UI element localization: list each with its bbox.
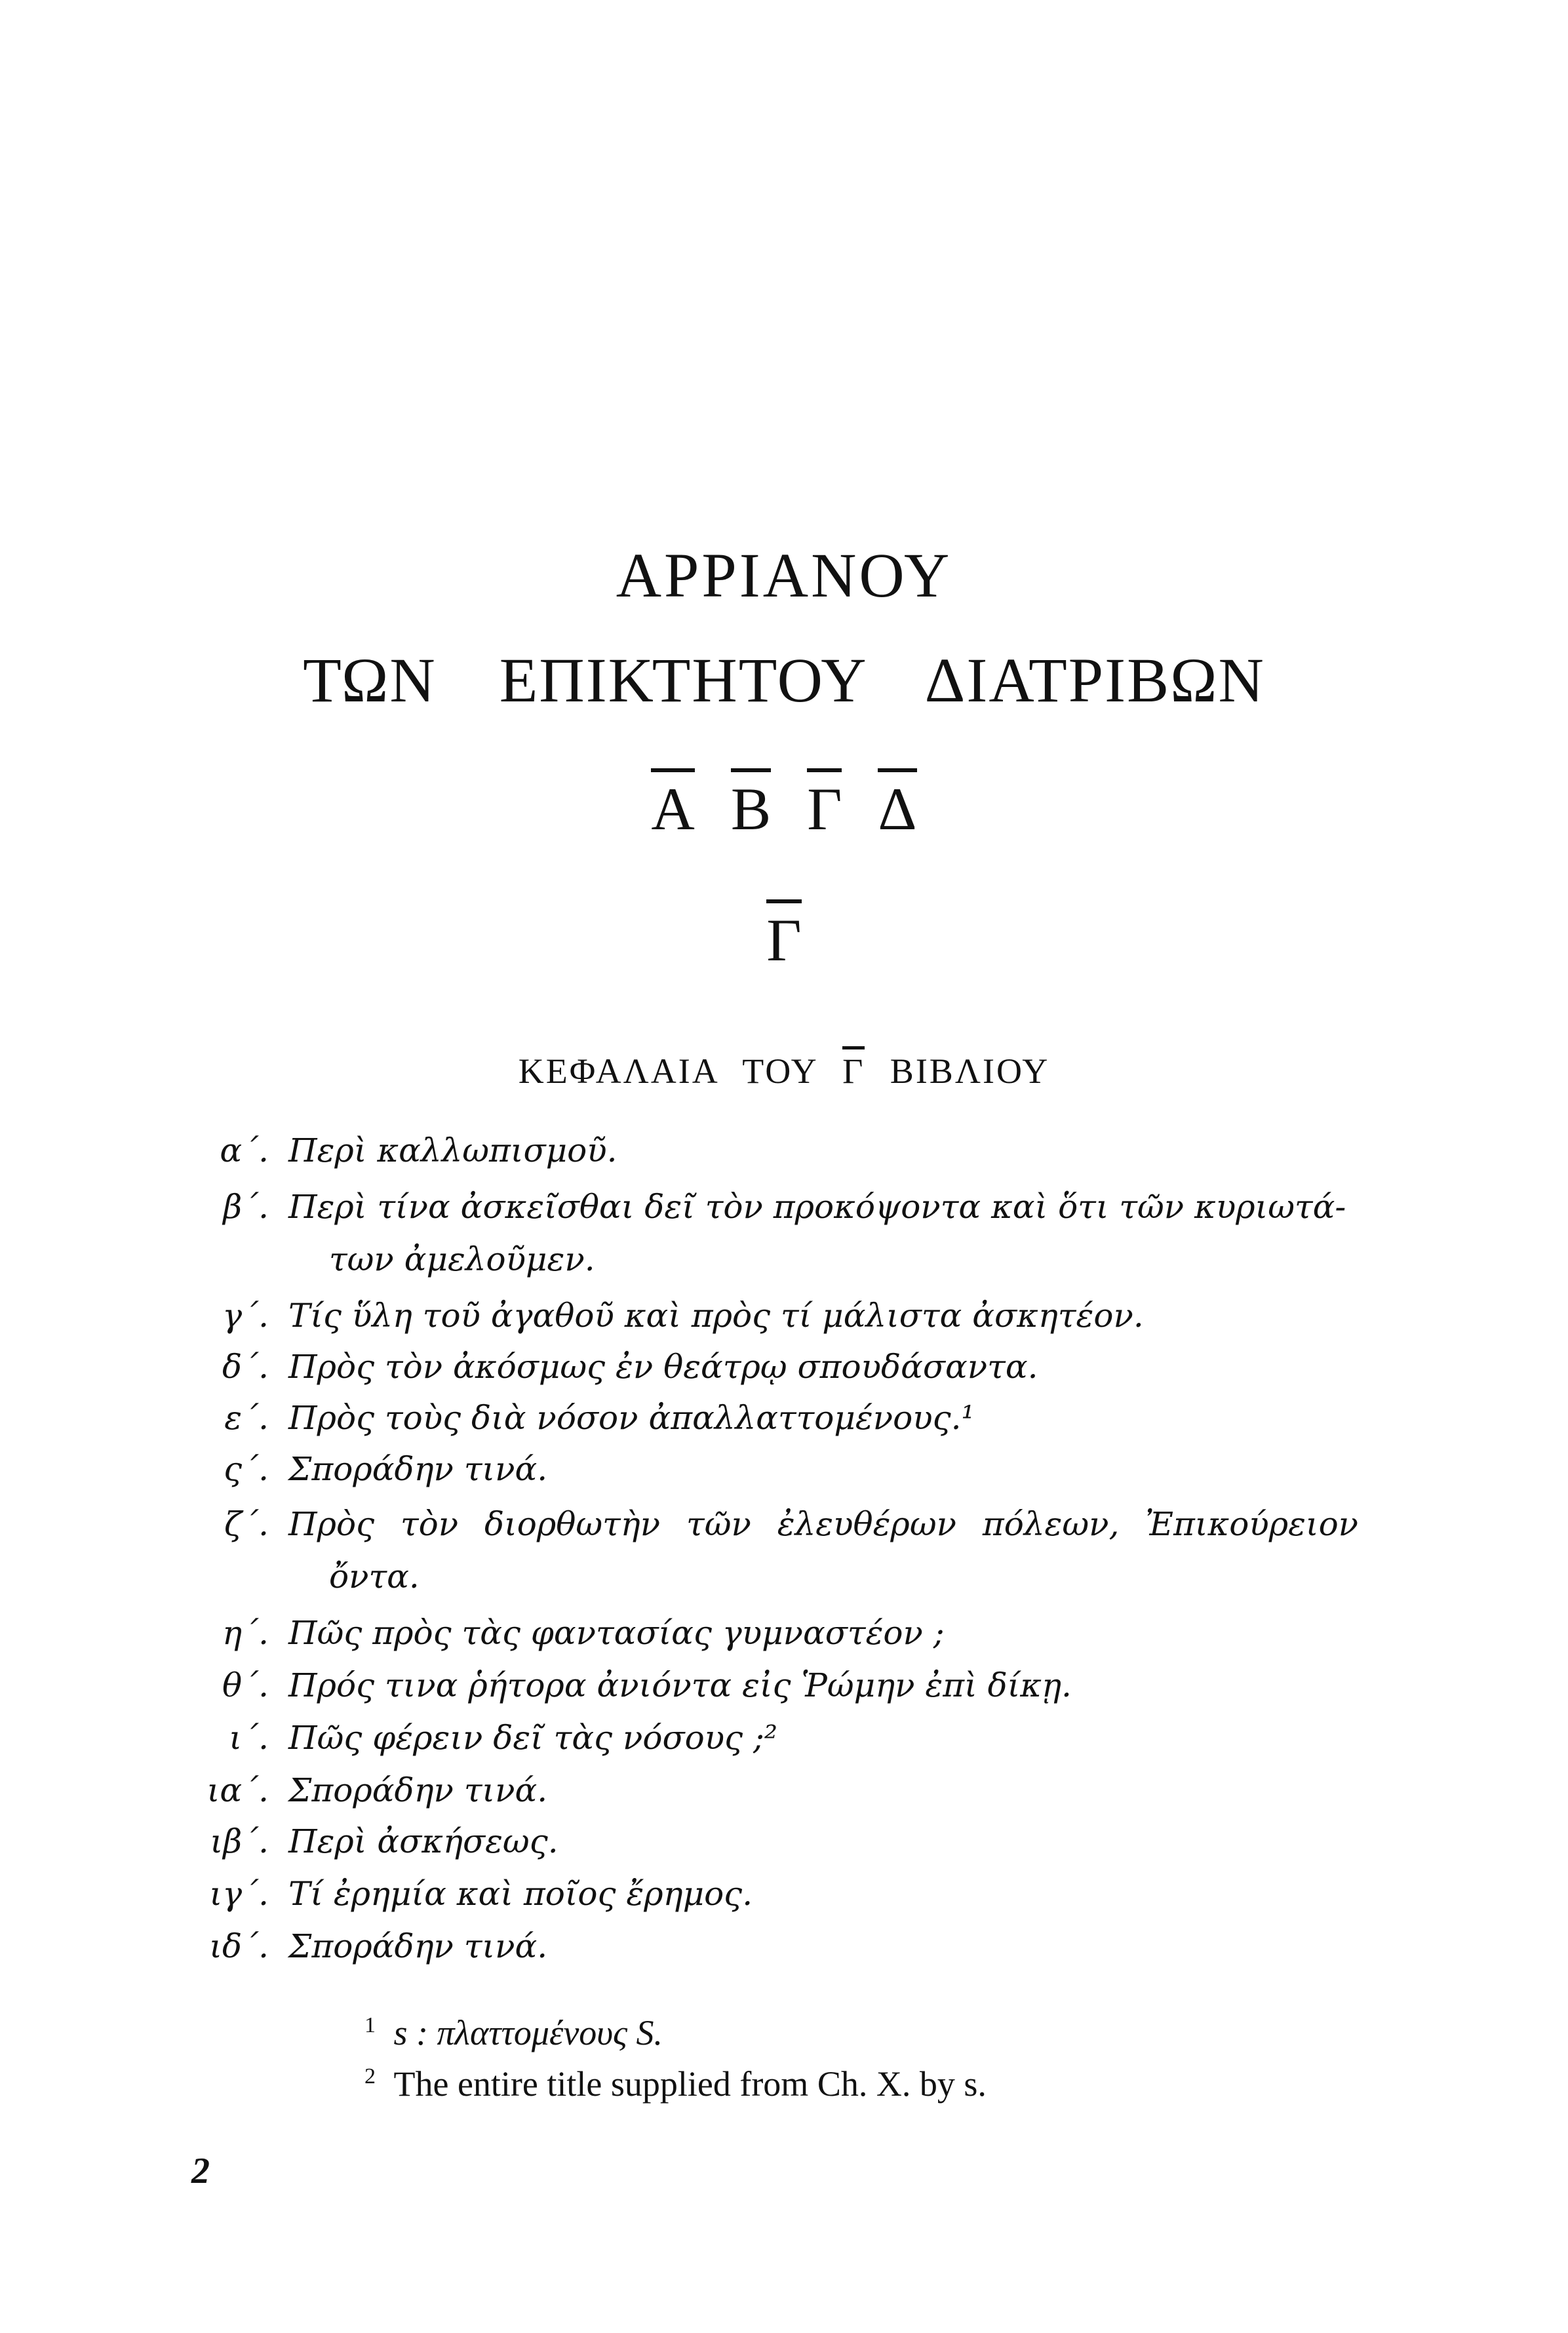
chapter-title: Περὶ καλλωπισμοῦ. — [288, 1131, 617, 1169]
chapter-title: Πῶς φέρειν δεῖ τὰς νόσους ;² — [288, 1719, 777, 1757]
chapter-number: ζ΄. — [224, 1505, 269, 1543]
chapter-number: θ΄. — [222, 1666, 269, 1704]
chapter-title: Πῶς πρὸς τὰς φαντασίας γυμναστέον ; — [288, 1614, 945, 1652]
chapter-number: ιγ΄. — [209, 1875, 269, 1913]
chapter-number: ε΄. — [224, 1399, 269, 1437]
chapter-number: ια΄. — [206, 1771, 269, 1809]
book-letter: Β — [731, 768, 771, 839]
chapter-number: δ΄. — [222, 1348, 269, 1386]
chapter-number: ς΄. — [224, 1450, 269, 1488]
chapter-title: Πρὸς τὸν ἀκόσμως ἐν θεάτρῳ σπουδάσαντα. — [288, 1348, 1038, 1386]
chapter-number: α΄. — [220, 1131, 269, 1169]
chapter-number: ιδ΄. — [209, 1927, 269, 1965]
page-number: 2 — [191, 2151, 210, 2191]
book-letter: Α — [651, 768, 694, 839]
chapter-number: ι΄. — [229, 1719, 269, 1757]
chapter-title: Περὶ τίνα ἀσκεῖσθαι δεῖ τὸν προκόψοντα καὶ ὅτι τῶν κυριωτά- — [288, 1188, 1346, 1226]
footnote-text: s : πλαττομένους S. — [393, 2013, 663, 2052]
chapter-number: ιβ΄. — [210, 1822, 269, 1860]
footnote — [364, 2064, 987, 2104]
toc-heading-book: Γ — [842, 1046, 865, 1089]
footnote-mark: 2 — [364, 2064, 376, 2088]
footnote-mark: 1 — [364, 2013, 376, 2037]
chapter-title: Σποράδην τινά. — [288, 1771, 548, 1809]
toc-heading-text: ΚΕΦΑΛΑΙΑ ΤΟΥ — [518, 1051, 817, 1091]
chapter-title: Τίς ὕλη τοῦ ἀγαθοῦ καὶ πρὸς τί μάλιστα ἀσκητέον. — [288, 1297, 1144, 1335]
chapter-title: Τί ἐρημία καὶ ποῖος ἔρημος. — [288, 1875, 753, 1913]
toc-heading-text: ΒΙΒΛΙΟΥ — [890, 1051, 1050, 1091]
chapter-title: Περὶ ἀσκήσεως. — [288, 1822, 559, 1860]
chapter-title: Πρὸς τὸν διορθωτὴν τῶν ἐλευθέρων πόλεων, Ἐπικούρειον — [288, 1505, 1359, 1543]
chapter-title-continuation: ὄντα. — [329, 1558, 420, 1596]
chapter-title: Σποράδην τινά. — [288, 1927, 548, 1965]
current-book-letter: Γ — [766, 899, 801, 970]
chapter-title-continuation: των ἀμελοῦμεν. — [329, 1240, 595, 1278]
chapter-number: η΄. — [222, 1614, 269, 1652]
chapter-number: γ΄. — [222, 1297, 269, 1335]
footnote — [364, 2012, 663, 2053]
book-letter: Γ — [807, 768, 842, 839]
book-title: ΑΡΡΙΑΝΟΥ — [616, 540, 952, 610]
footnote-text: The entire title supplied from Ch. X. by s. — [393, 2064, 987, 2104]
chapter-title: Πρός τινα ῥήτορα ἀνιόντα εἰς Ῥώμην ἐπὶ δίκῃ. — [288, 1666, 1072, 1704]
work-subtitle: ΤΩΝ ΕΠΙΚΤΗΤΟΥ ΔΙΑΤΡΙΒΩΝ — [303, 645, 1265, 715]
chapter-title: Πρὸς τοὺς διὰ νόσον ἀπαλλαττομένους.¹ — [288, 1399, 975, 1437]
book-letter: Δ — [878, 768, 916, 839]
chapter-number: β΄. — [223, 1188, 269, 1226]
chapter-title: Σποράδην τινά. — [288, 1450, 548, 1488]
